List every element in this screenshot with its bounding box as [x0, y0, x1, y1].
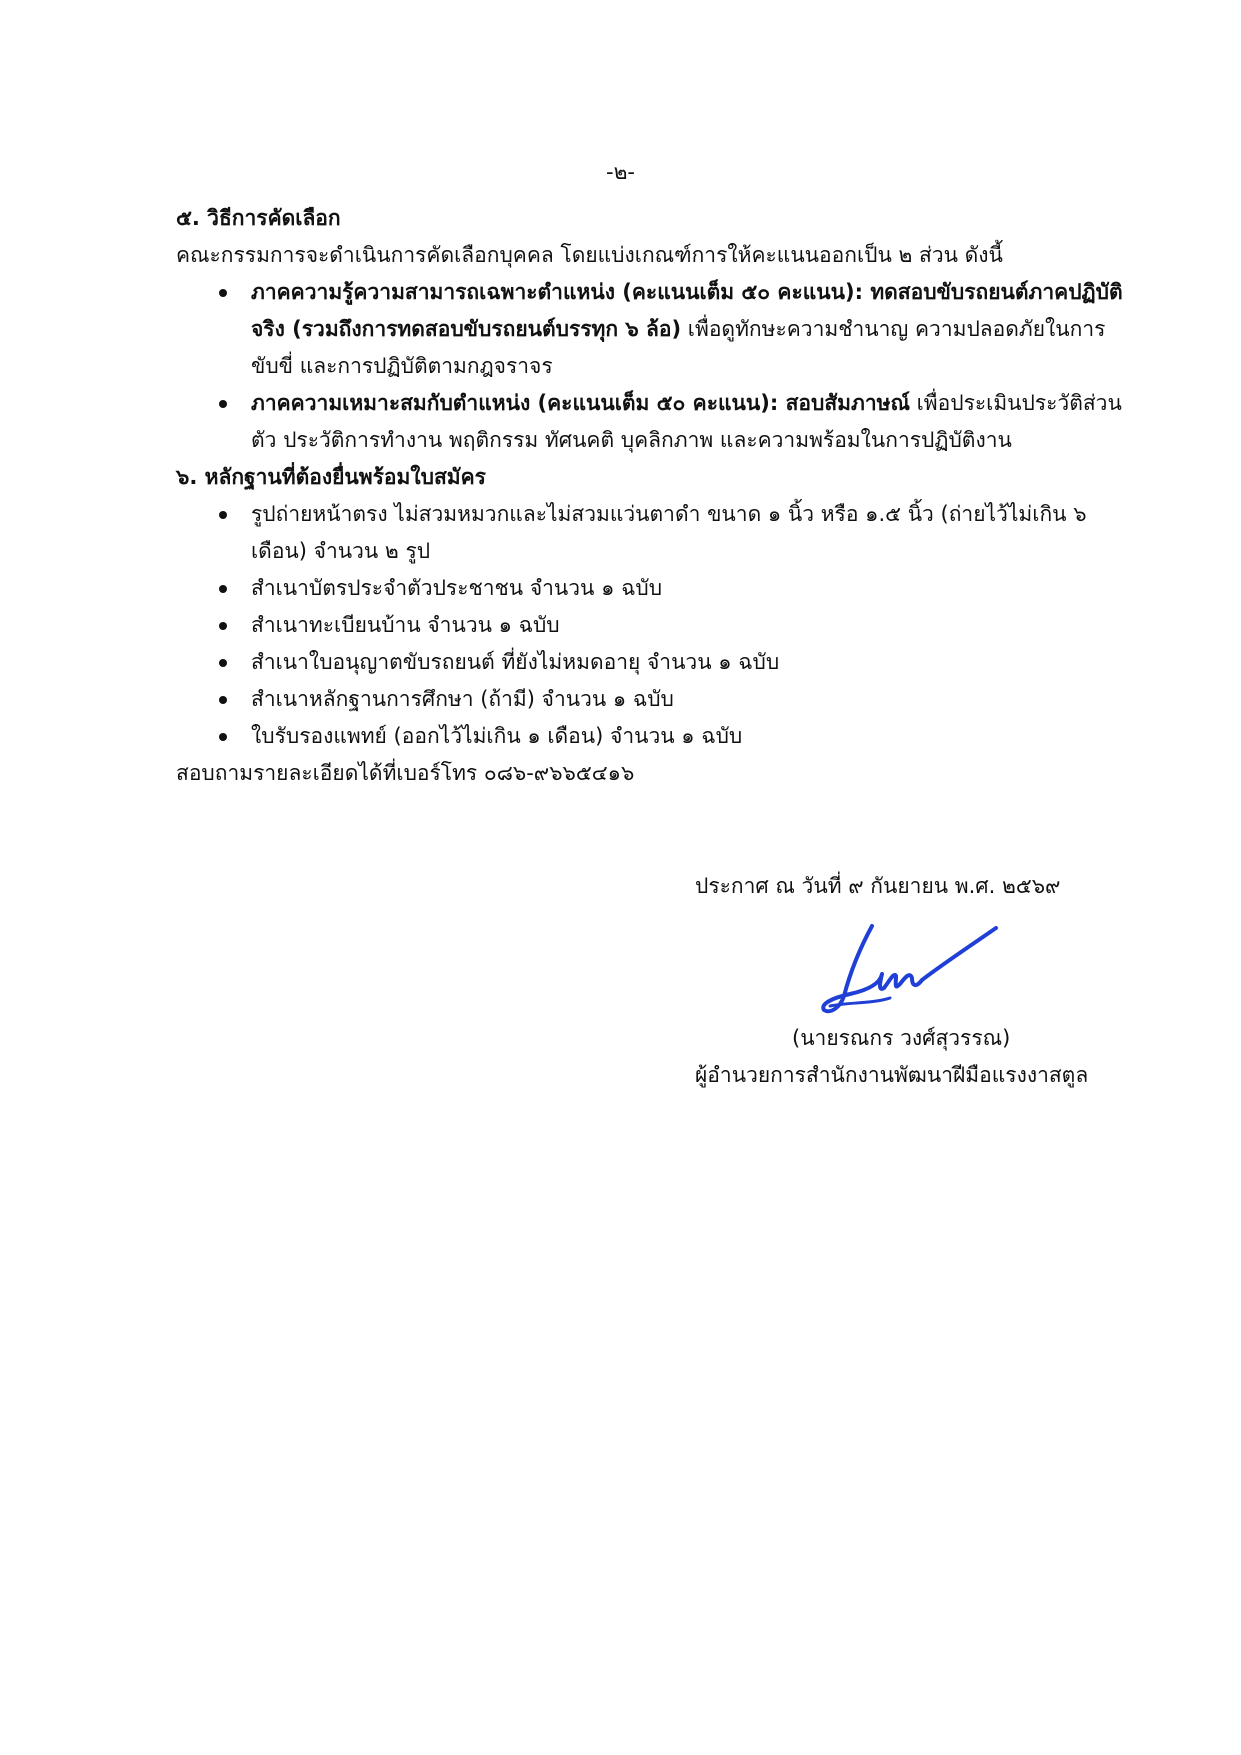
- bullet-icon: [219, 511, 227, 519]
- document-item: [176, 681, 1136, 718]
- document-item: [176, 496, 1136, 570]
- bullet-icon: [219, 622, 227, 630]
- criteria-1-text: เพื่อดูทักษะความชำนาญ ความปลอดภัยในการขับขี่ และการปฏิบัติตามกฎจราจร: [251, 317, 1106, 378]
- section-5-intro: คณะกรรมการจะดำเนินการคัดเลือกบุคคล โดยแบ่งเกณฑ์การให้คะแนนออกเป็น ๒ ส่วน ดังนี้: [176, 243, 1003, 267]
- bullet-icon: [219, 659, 227, 667]
- document-body: [176, 200, 1136, 792]
- section-6-heading: ๖. หลักฐานที่ต้องยื่นพร้อมใบสมัคร: [176, 465, 486, 489]
- page-number: -๒-: [606, 160, 635, 184]
- criteria-2-title: ภาคความเหมาะสมกับตำแหน่ง (คะแนนเต็ม ๕๐ คะแนน): สอบสัมภาษณ์: [251, 391, 910, 415]
- signer-name: (นายรณกร วงศ์สุวรรณ): [792, 1026, 1011, 1050]
- bullet-icon: [219, 733, 227, 741]
- document-item-text: ใบรับรองแพทย์ (ออกไว้ไม่เกิน ๑ เดือน) จำนวน ๑ ฉบับ: [251, 724, 743, 748]
- document-item: [176, 718, 1136, 755]
- bullet-icon: [219, 696, 227, 704]
- document-item: [176, 607, 1136, 644]
- document-item-text: สำเนาบัตรประจำตัวประชาชน จำนวน ๑ ฉบับ: [251, 576, 663, 600]
- document-item: [176, 644, 1136, 681]
- bullet-icon: [219, 585, 227, 593]
- bullet-icon: [219, 289, 227, 297]
- document-item-text: สำเนาทะเบียนบ้าน จำนวน ๑ ฉบับ: [251, 613, 560, 637]
- section-5-heading: ๕. วิธีการคัดเลือก: [176, 206, 341, 230]
- contact-line: สอบถามรายละเอียดได้ที่เบอร์โทร ๐๘๖-๙๖๖๕๔๑๖: [176, 761, 635, 785]
- announcement-date: ประกาศ ณ วันที่ ๙ กันยายน พ.ศ. ๒๕๖๙: [695, 874, 1061, 898]
- signer-title: ผู้อำนวยการสำนักงานพัฒนาฝีมือแรงงาสตูล: [695, 1063, 1089, 1087]
- selection-criteria-list: [176, 274, 1136, 459]
- document-item-text: รูปถ่ายหน้าตรง ไม่สวมหมวกและไม่สวมแว่นตาดำ ขนาด ๑ นิ้ว หรือ ๑.๕ นิ้ว (ถ่ายไว้ไม่เกิน ๖ เดือน) จำนวน ๒ รูป: [251, 502, 1087, 563]
- criteria-2-text: เพื่อประเมินประวัติส่วนตัว ประวัติการทำงาน พฤติกรรม ทัศนคติ บุคลิกภาพ และความพร้อมในการปฏิบัติงาน: [251, 391, 1122, 452]
- document-item-text: สำเนาหลักฐานการศึกษา (ถ้ามี) จำนวน ๑ ฉบับ: [251, 687, 674, 711]
- criteria-1-title: ภาคความรู้ความสามารถเฉพาะตำแหน่ง (คะแนนเต็ม ๕๐ คะแนน): ทดสอบขับรถยนต์ภาคปฏิบัติจริง (รวมถึงการทดสอบขับรถยนต์บรรทุก ๖ ล้อ): [251, 280, 1123, 341]
- criteria-item-1: [176, 274, 1136, 385]
- handwritten-signature: [820, 918, 1000, 1018]
- document-item: [176, 570, 1136, 607]
- bullet-icon: [219, 400, 227, 408]
- document-item-text: สำเนาใบอนุญาตขับรถยนต์ ที่ยังไม่หมดอายุ จำนวน ๑ ฉบับ: [251, 650, 780, 674]
- criteria-item-2: [176, 385, 1136, 459]
- required-documents-list: [176, 496, 1136, 755]
